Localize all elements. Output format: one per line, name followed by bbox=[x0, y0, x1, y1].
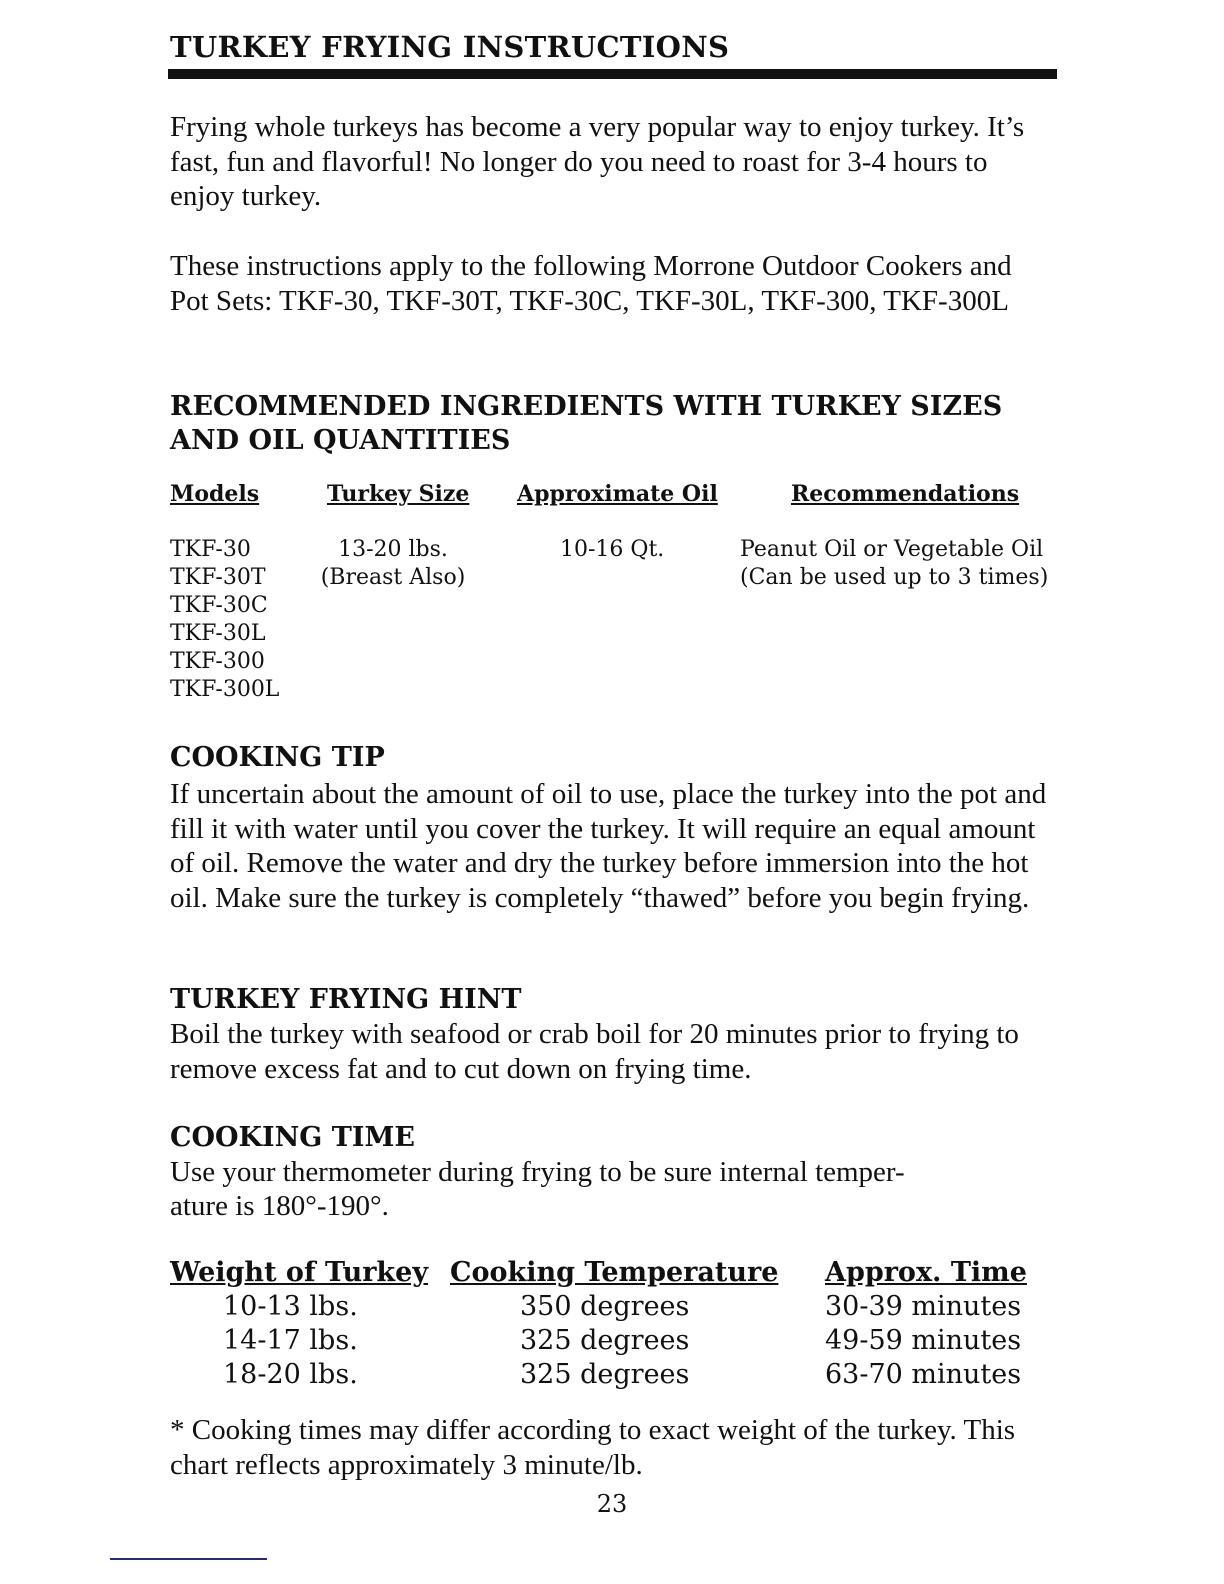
bottom-rule bbox=[110, 1558, 267, 1560]
ingredients-heading-line-2: AND OIL QUANTITIES bbox=[170, 425, 511, 456]
column-header-temperature: Cooking Temperature bbox=[450, 1257, 779, 1288]
approximate-oil-value: 10-16 Qt. bbox=[560, 537, 665, 562]
model-item: TKF-30C bbox=[170, 593, 268, 618]
temperature-cell: 325 degrees bbox=[520, 1359, 690, 1390]
turkey-size-cell bbox=[293, 536, 493, 592]
turkey-size-note: (Breast Also) bbox=[320, 565, 466, 590]
footnote: * Cooking times may differ according to exact weight of the turkey. This chart reflects approximately 3 minute/lb. bbox=[170, 1414, 1016, 1481]
cooking-tip-heading: COOKING TIP bbox=[170, 742, 385, 773]
cooking-time-body-line-2: ature is 180°-190°. bbox=[170, 1190, 389, 1222]
time-cell: 30-39 minutes bbox=[825, 1291, 1022, 1322]
intro-paragraph-2: These instructions apply to the following Morrone Outdoor Cookers and Pot Sets: TKF-30, TKF-30T, TKF-30C, TKF-30L, TKF-300, TKF-300L bbox=[170, 250, 1012, 317]
time-column bbox=[825, 1290, 1021, 1392]
recommendations-cell bbox=[740, 536, 1048, 592]
recommendation-oil-type: Peanut Oil or Vegetable Oil bbox=[740, 537, 1044, 562]
cooking-time-heading: COOKING TIME bbox=[170, 1122, 415, 1153]
cooking-tip-body: If uncertain about the amount of oil to use, place the turkey into the pot and fill it with water until you cover the turkey. It will require an equal amount of oil. Remove the water and dry the turkey before immersion into the hot oil. Make sure the turkey is completely “thawed” before you begin frying. bbox=[170, 778, 1047, 914]
page-number: 23 bbox=[596, 1490, 628, 1518]
time-cell: 63-70 minutes bbox=[825, 1359, 1022, 1390]
models-list bbox=[170, 536, 279, 704]
frying-hint-body: Boil the turkey with seafood or crab boil for 20 minutes prior to frying to remove excess fat and to cut down on frying time. bbox=[170, 1018, 1019, 1085]
temperature-cell: 350 degrees bbox=[520, 1291, 690, 1322]
frying-hint-heading: TURKEY FRYING HINT bbox=[170, 984, 522, 1015]
model-item: TKF-300 bbox=[170, 649, 265, 674]
recommendation-reuse-note: (Can be used up to 3 times) bbox=[740, 565, 1049, 590]
model-item: TKF-300L bbox=[170, 677, 280, 702]
weight-cell: 10-13 lbs. bbox=[223, 1291, 358, 1322]
ingredients-heading-line-1: RECOMMENDED INGREDIENTS WITH TURKEY SIZES bbox=[170, 391, 1003, 422]
weight-column bbox=[223, 1290, 358, 1392]
page-title: TURKEY FRYING INSTRUCTIONS bbox=[170, 30, 730, 64]
column-header-approx-time: Approx. Time bbox=[825, 1257, 1027, 1288]
weight-cell: 14-17 lbs. bbox=[223, 1325, 358, 1356]
column-header-recommendations: Recommendations bbox=[791, 481, 1020, 507]
temperature-cell: 325 degrees bbox=[520, 1325, 690, 1356]
intro-paragraph-1: Frying whole turkeys has become a very popular way to enjoy turkey. It’s fast, fun and flavorful! No longer do you need to roast for 3-4 hours to enjoy turkey. bbox=[170, 111, 1025, 212]
column-header-turkey-size: Turkey Size bbox=[327, 481, 470, 507]
title-rule bbox=[168, 69, 1057, 79]
model-item: TKF-30 bbox=[170, 537, 251, 562]
turkey-size-value: 13-20 lbs. bbox=[338, 537, 448, 562]
time-cell: 49-59 minutes bbox=[825, 1325, 1022, 1356]
model-item: TKF-30T bbox=[170, 565, 266, 590]
column-header-models: Models bbox=[170, 481, 260, 507]
model-item: TKF-30L bbox=[170, 621, 266, 646]
weight-cell: 18-20 lbs. bbox=[223, 1359, 358, 1390]
column-header-weight: Weight of Turkey bbox=[170, 1257, 429, 1288]
temperature-column bbox=[520, 1290, 689, 1392]
cooking-time-body-line-1: Use your thermometer during frying to be sure internal temper- bbox=[170, 1156, 905, 1188]
column-header-approximate-oil: Approximate Oil bbox=[517, 481, 718, 507]
